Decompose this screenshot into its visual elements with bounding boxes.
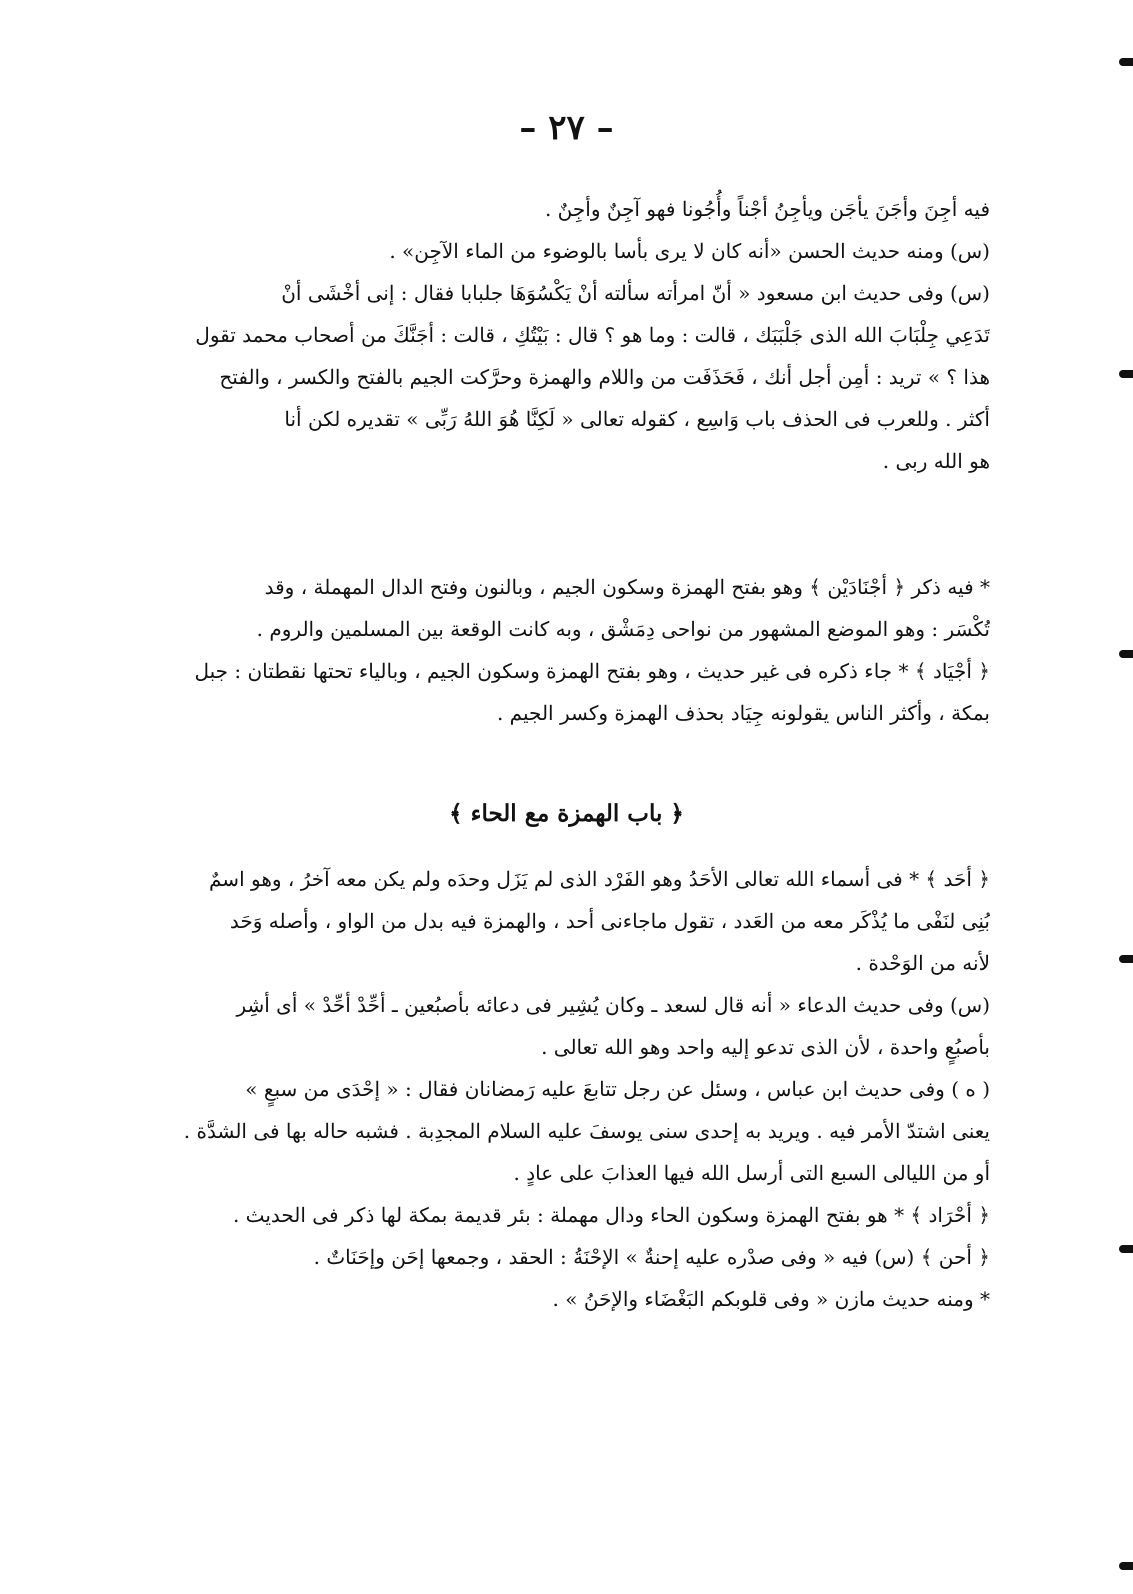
text-line: أكثر . وللعرب فى الحذف باب وَاسِع ، كقوله تعالى « لَكِنَّا هُوَ اللهُ رَبِّى » تقديره لكن أنا <box>284 407 990 431</box>
text-line: * فيه ذكر ﴿ أجْنَادَيْن ﴾ وهو بفتح الهمزة وسكون الجيم ، وبالنون وفتح الدال المهملة ، وقد <box>264 575 990 599</box>
text-line: فيه أجِنَ وأجَنَ يأجَن ويأجِنُ أجْناً وأُجُونا فهو آجِنٌ وأجِنٌ . <box>544 197 990 221</box>
text-line: ﴿ أحن ﴾ (س) فيه « وفى صدْره عليه إحنةٌ » الإحْنَةُ : الحقد ، وجمعها إحَن وإحَنَاتٌ . <box>313 1245 990 1269</box>
text-line: هذا ؟ » تريد : أمِن أجل أنك ، فَحَذَفَت من واللام والهمزة وحرَّكت الجيم بالفتح والكسر ، والفتح <box>219 365 990 389</box>
section-heading: ﴿ باب الهمزة مع الحاء ﴾ <box>449 800 684 827</box>
text-line: (س) وفى حديث الدعاء « أنه قال لسعد ـ وكان يُشِير فى دعائه بأصبُعين ـ أحِّدْ أحِّدْ » أى أشِر <box>236 993 990 1017</box>
text-line: ﴿ أجْيَاد ﴾ * جاء ذكره فى غير حديث ، وهو بفتح الهمزة وسكون الجيم ، وبالياء تحتها نقطتان : جبل <box>194 659 990 683</box>
text-line: (س) ومنه حديث الحسن «أنه كان لا يرى بأسا بالوضوء من الماء الآجِن» . <box>389 239 990 263</box>
scan-edge-mark <box>1119 1562 1133 1570</box>
text-line: ﴿ أحَد ﴾ * فى أسماء الله تعالى الأحَدُ وهو الفَرْد الذى لم يَزَل وحدَه ولم يكن معه آخرُ ، وهو اسمٌ <box>209 867 990 891</box>
text-line: * ومنه حديث مازن « وفى قلوبكم البَغْضَاء والإحَنُ » . <box>552 1287 990 1311</box>
text-line: لأنه من الوَحْدة . <box>855 951 990 975</box>
scan-edge-mark <box>1119 370 1133 378</box>
text-line: بُنِى لنَفْى ما يُذْكَر معه من العَدد ، تقول ماجاءنى أحد ، والهمزة فيه بدل من الواو ، وأصله وَحَد <box>229 909 990 933</box>
entry-block-ajnadayn-ajyad <box>150 566 990 734</box>
page-number: – ٢٧ – <box>519 108 614 148</box>
text-line: ( ه ) وفى حديث ابن عباس ، وسئل عن رجل تتابعَ عليه رَمضانان فقال : « إحْدَى من سبعٍ » <box>245 1077 990 1101</box>
scan-edge-mark <box>1119 1245 1133 1253</box>
text-line: بأصبُعٍ واحدة ، لأن الذى تدعو إليه واحد وهو الله تعالى . <box>541 1035 990 1059</box>
scan-edge-mark <box>1119 955 1133 963</box>
text-line: تَدَعِي جِلْبَابَ الله الذى جَلْبَبَك ، قالت : وما هو ؟ قال : بَيْتُكِ ، قالت : أجَنَّكَ من أصحاب محمد تقول <box>195 323 990 347</box>
text-line: تُكْسَر : وهو الموضع المشهور من نواحى دِمَشْق ، وبه كانت الوقعة بين المسلمين والروم . <box>256 617 990 641</box>
text-line: أو من الليالى السبع التى أرسل الله فيها العذابَ على عادٍ . <box>513 1161 990 1185</box>
text-line: ﴿ أحْرَاد ﴾ * هو بفتح الهمزة وسكون الحاء ودال مهملة : بئر قديمة بمكة لها ذكر فى الحديث . <box>232 1203 990 1227</box>
scan-edge-mark <box>1119 650 1133 658</box>
text-line: هو الله ربى . <box>882 449 990 473</box>
scan-edge-mark <box>1119 58 1133 66</box>
entry-block-ajn <box>150 188 990 482</box>
text-line: (س) وفى حديث ابن مسعود « أنّ امرأته سألته أنْ يَكْسُوَهَا جلبابا فقال : إنى أخْشَى أنْ <box>281 281 990 305</box>
entry-block-ahad <box>150 858 990 1320</box>
text-line: بمكة ، وأكثر الناس يقولونه جِيَاد بحذف الهمزة وكسر الجيم . <box>496 701 990 725</box>
text-line: يعنى اشتدّ الأمر فيه . ويريد به إحدى سنى يوسفَ عليه السلام المجدِبة . فشبه حاله بها فى الشدَّة . <box>183 1119 990 1143</box>
